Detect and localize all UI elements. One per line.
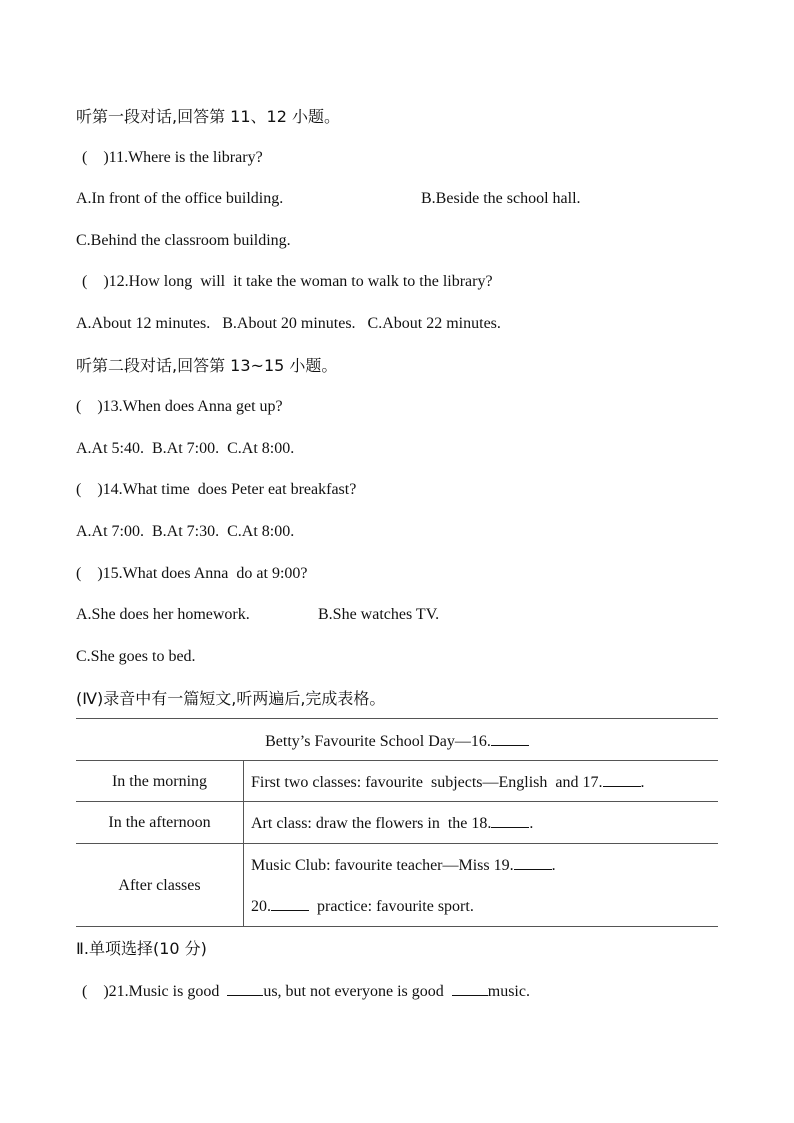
q11-option-a: A.In front of the office building. (76, 190, 284, 207)
question-12: ( )12.How long will it take the woman to walk to the library? (82, 273, 493, 290)
row-content-after-classes-1: Music Club: favourite teacher—Miss 19. . (251, 857, 556, 874)
blank-16[interactable] (491, 731, 529, 746)
blank-21b[interactable] (452, 981, 488, 996)
row-label-afternoon: In the afternoon (108, 814, 211, 831)
row-content-afternoon: Art class: draw the flowers in the 18. . (251, 815, 534, 832)
question-15: ( )15.What does Anna do at 9:00? (76, 565, 308, 582)
blank-21a[interactable] (227, 981, 263, 996)
q11-option-c: C.Behind the classroom building. (76, 232, 291, 249)
instruction-part1: 听第一段对话,回答第 11、12 小题。 (76, 107, 340, 126)
q15-option-b: B.She watches TV. (318, 606, 440, 623)
blank-20[interactable] (271, 896, 309, 911)
table-title-row (76, 731, 718, 752)
question-11: ( )11.Where is the library? (82, 149, 263, 166)
q13-options: A.At 5:40. B.At 7:00. C.At 8:00. (76, 440, 295, 457)
row-label-morning: In the morning (111, 773, 208, 790)
instruction-part2: 听第二段对话,回答第 13~15 小题。 (76, 356, 338, 375)
blank-18[interactable] (491, 813, 529, 828)
table-title: Betty’s Favourite School Day—16. (265, 733, 491, 750)
blank-19[interactable] (514, 855, 552, 870)
question-13: ( )13.When does Anna get up? (76, 398, 283, 415)
row-content-after-classes-2: 20. practice: favourite sport. (251, 898, 474, 915)
q15-option-a: A.She does her homework. (76, 606, 250, 623)
q12-options: A.About 12 minutes. B.About 20 minutes. C.About 22 minutes. (76, 315, 501, 332)
row-label-after-classes: After classes (118, 877, 201, 894)
q11-option-b: B.Beside the school hall. (421, 190, 581, 207)
blank-17[interactable] (603, 772, 641, 787)
q14-options: A.At 7:00. B.At 7:30. C.At 8:00. (76, 523, 295, 540)
question-14: ( )14.What time does Peter eat breakfast? (76, 481, 357, 498)
row-content-morning: First two classes: favourite subjects—English and 17. . (251, 774, 645, 791)
q15-option-c: C.She goes to bed. (76, 648, 196, 665)
section2-heading: Ⅱ.单项选择(10 分) (76, 939, 207, 958)
instruction-section4: (Ⅳ)录音中有一篇短文,听两遍后,完成表格。 (76, 689, 386, 708)
question-21: ( )21.Music is good us, but not everyone is good music. (82, 983, 530, 1000)
